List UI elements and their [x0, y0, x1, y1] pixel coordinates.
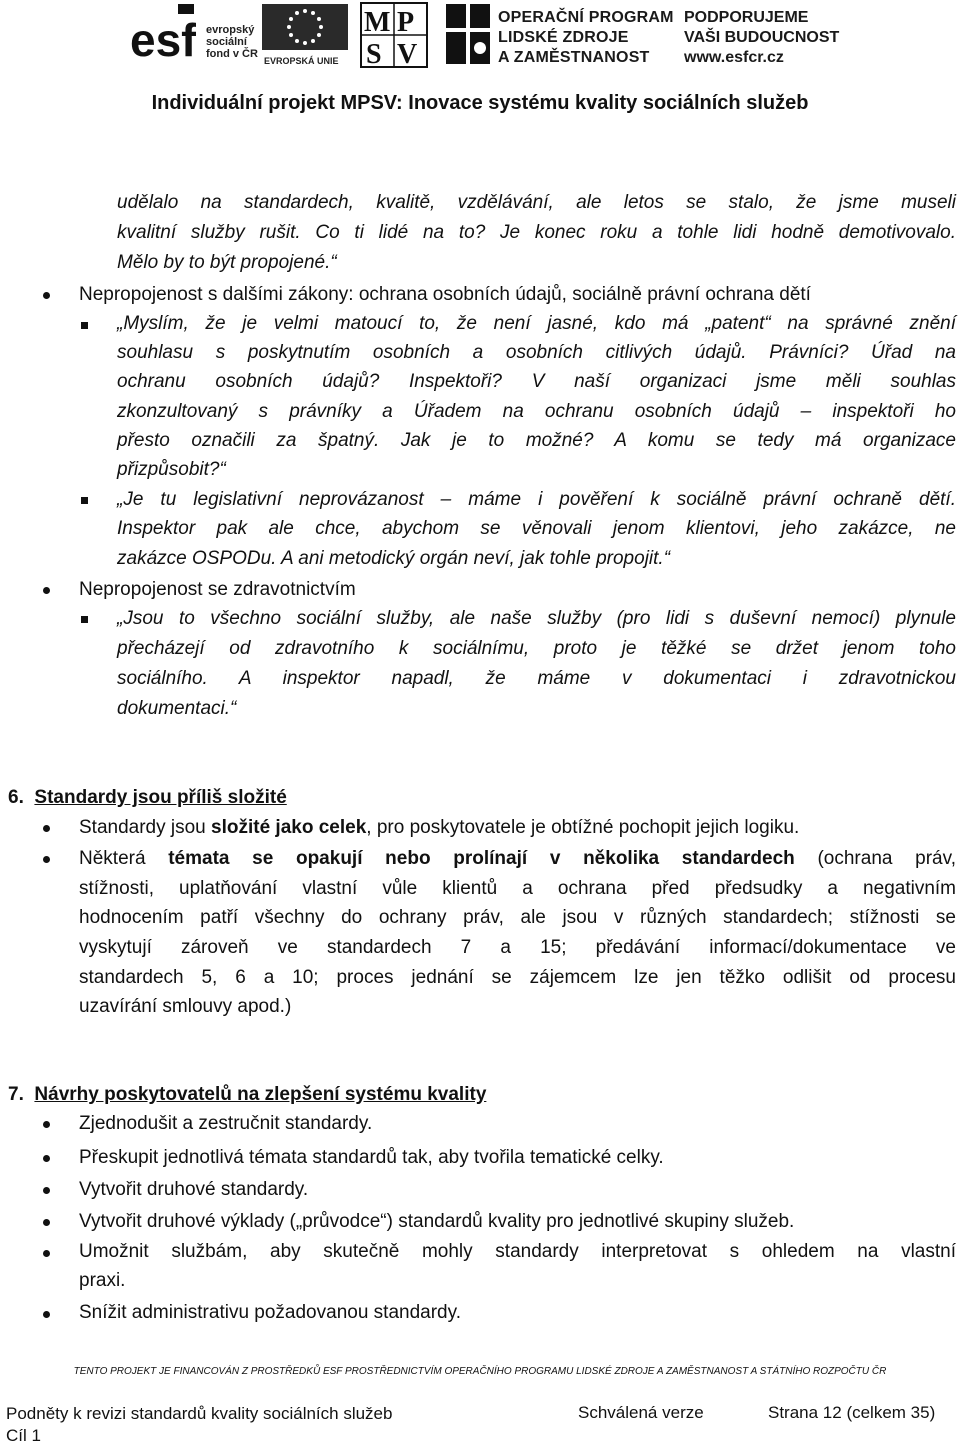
bullet-text: Některá témata se opakují nebo prolínají v několika standardech (ochrana práv, [79, 848, 956, 869]
esf-logo-text: evropský sociální fond v ČR [206, 24, 258, 60]
list-item: Umožnit službám, aby skutečně mohly standardy interpretovat s ohledem na vlastní [79, 1241, 956, 1262]
list-item: Vytvořit druhové výklady („průvodce“) standardů kvality pro jednotlivé skupiny služeb. [79, 1211, 795, 1232]
quote-line: přizpůsobit?“ [117, 459, 226, 480]
quote-line: dokumentaci.“ [117, 698, 237, 719]
quote-line: souhlasu s poskytnutím osobních a osobních citlivých údajů. Právníci? Úřad na [117, 342, 956, 363]
bullet-text: hodnocením patří všechny do ochrany práv, ale jsou v různých standardech; stížnosti se [79, 907, 956, 928]
project-title: Individuální projekt MPSV: Inovace systému kvality sociálních služeb [151, 92, 809, 114]
bullet-icon [43, 292, 50, 299]
bullet-icon [43, 1121, 50, 1128]
quote-line: „Jsou to všechno sociální služby, ale naše služby (pro lidi s duševní nemocí) plynule [117, 608, 956, 629]
eu-label: EVROPSKÁ UNIE [264, 56, 339, 66]
funding-notice: TENTO PROJEKT JE FINANCOVÁN Z PROSTŘEDKŮ ESF PROSTŘEDNICTVÍM OPERAČNÍHO PROGRAMU LIDSKÉ ZDROJE A ZAMĚSTNANOST A STÁTNÍHO ROZPOČTU ČR [73, 1366, 887, 1377]
bullet-text: Nepropojenost se zdravotnictvím [79, 579, 356, 600]
bullet-icon [43, 1311, 50, 1318]
list-item: Zjednodušit a zestručnit standardy. [79, 1113, 373, 1134]
bullet-icon [43, 1187, 50, 1194]
bullet-icon [43, 1155, 50, 1162]
quote-line: přesto označili za špatný. Jak je to možné? A komu se tedy má organizace [117, 430, 956, 451]
footer-version: Schválená verze [578, 1403, 704, 1422]
bullet-text: vyskytují zároveň ve standardech 7 a 15; předávání informací/dokumentace ve [79, 937, 956, 958]
quote-line: zkonzultovaný s právníky a Úřadem na ochranu osobních údajů – inspektoři ho [117, 401, 956, 422]
svg-text:M: M [364, 7, 391, 38]
quote-line: ochranu osobních údajů? Inspektoři? V naší organizaci jsme měli souhlas [117, 371, 956, 392]
bullet-icon [43, 587, 50, 594]
svg-text:esf: esf [130, 14, 196, 66]
bullet-icon [43, 856, 50, 863]
quote-line: Mělo by to být propojené.“ [117, 252, 337, 273]
square-bullet-icon [81, 616, 88, 623]
bullet-text: Nepropojenost s dalšími zákony: ochrana osobních údajů, sociálně právní ochrana dětí [79, 284, 811, 305]
quote-line: „Myslím, že je velmi matoucí to, že není jasné, kdo má „patent“ na správné znění [117, 313, 956, 334]
list-item: Přeskupit jednotlivá témata standardů tak, aby tvořila tematické celky. [79, 1147, 664, 1168]
svg-text:S: S [366, 39, 382, 68]
svg-text:V: V [397, 39, 418, 68]
square-bullet-icon [81, 322, 88, 329]
quote-line: přecházejí od zdravotního k sociálnímu, proto je těžké se držet jenom toho [117, 638, 956, 659]
quote-line: kvalitní služby rušit. Co ti lidé na to? Je konec roku a tohle lidi hodně demotivovalo. [117, 222, 956, 243]
eu-flag-icon [262, 4, 348, 50]
quote-line: zakázce OSPODu. A ani metodický orgán neví, jak tohle propojit.“ [117, 548, 671, 569]
header-logos [0, 0, 960, 70]
mpsv-logo-icon [360, 2, 428, 68]
section-heading-6: 6. Standardy jsou příliš složité [8, 787, 287, 808]
list-item: Snížit administrativu požadovanou standardy. [79, 1302, 461, 1323]
section-heading-7: 7. Návrhy poskytovatelů na zlepšení systému kvality [8, 1084, 487, 1105]
bullet-text: uzavírání smlouvy apod.) [79, 996, 292, 1017]
bullet-text: Standardy jsou složité jako celek, pro poskytovatele je obtížné pochopit jejich logiku. [79, 817, 800, 838]
svg-text:P: P [397, 7, 415, 38]
op-program-icon [446, 4, 490, 64]
list-item: praxi. [79, 1270, 126, 1291]
square-bullet-icon [81, 497, 88, 504]
bullet-text: standardech 5, 6 a 10; proces jednání se zájemcem lze jen těžko odlišit od procesu [79, 967, 956, 988]
bullet-icon [43, 1219, 50, 1226]
quote-line: „Je tu legislativní neprovázanost – máme i pověření k sociálně právní ochraně dětí. [117, 489, 956, 510]
support-text: PODPORUJEME VAŠI BUDOUCNOST www.esfcr.cz [684, 9, 840, 66]
bullet-icon [43, 825, 50, 832]
quote-line: Inspektor pak ale chce, abychom se věnovali jenom klientovi, jeho zakázce, ne [117, 518, 956, 539]
bullet-text: stížnosti, uplatňování vlastní vůle klientů a ochrana před předsudky a negativním [79, 878, 956, 899]
list-item: Vytvořit druhové standardy. [79, 1179, 309, 1200]
op-program-text: OPERAČNÍ PROGRAM LIDSKÉ ZDROJE A ZAMĚSTNANOST [498, 9, 674, 66]
bullet-icon [43, 1250, 50, 1257]
footer-doc-title: Podněty k revizi standardů kvality sociálních služeb Cíl 1 [6, 1404, 393, 1445]
quote-line: udělalo na standardech, kvalitě, vzdělávání, ale letos se stalo, že jsme museli [117, 192, 956, 213]
quote-line: sociálního. A inspektor napadl, že máme v dokumentaci i zdravotnickou [117, 668, 956, 689]
esf-logo-icon [130, 4, 196, 66]
footer-page-number: Strana 12 (celkem 35) [768, 1403, 936, 1422]
